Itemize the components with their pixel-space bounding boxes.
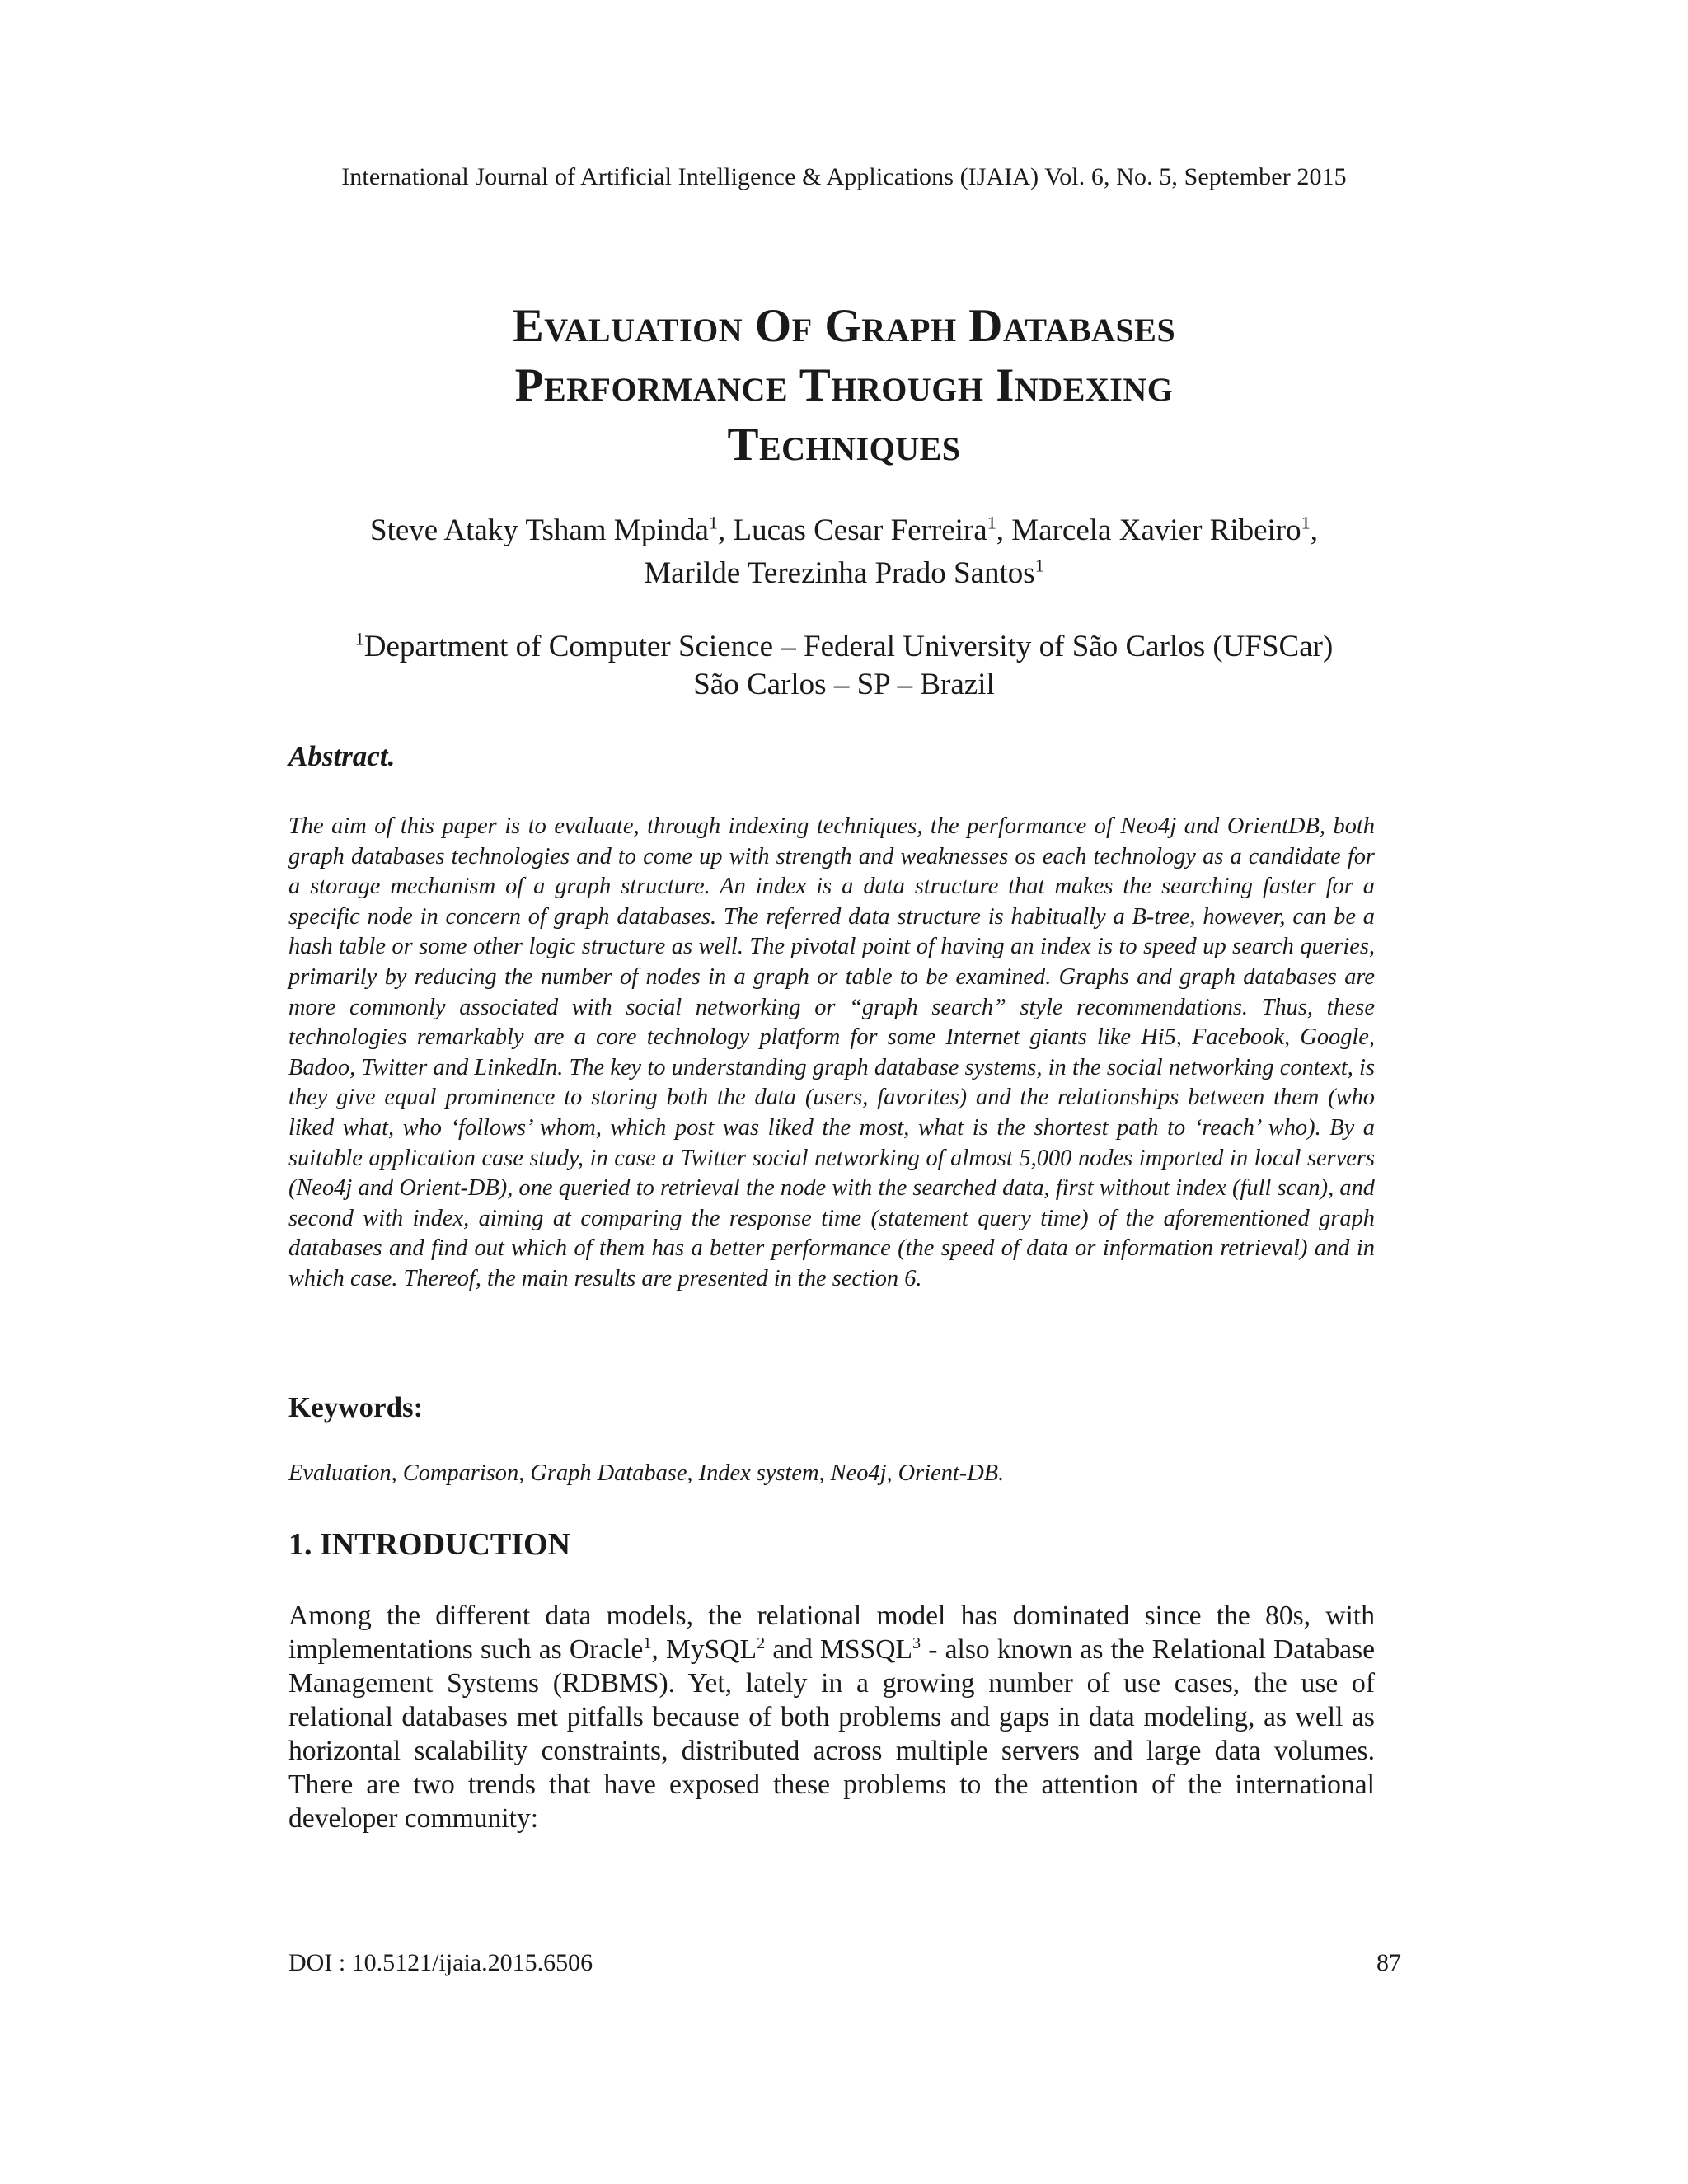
footnote-mark: 1: [643, 1633, 652, 1652]
keywords-text: Evaluation, Comparison, Graph Database, Index system, Neo4j, Orient-DB.: [288, 1460, 1005, 1486]
affiliation-mark: 1: [1301, 512, 1311, 533]
author-name: Steve Ataky Tsham Mpinda: [370, 513, 709, 547]
affiliation: [247, 628, 1441, 704]
affiliation-line-1: $^1$Department of Computer Science – Federal University of São Carlos (UFSCar): [354, 628, 1334, 663]
affiliation-mark: 1: [987, 512, 996, 533]
introduction-paragraph: Among the different data models, the relational model has dominated since the 80s, with implementations such as Oracle$^1$, MySQL$^2$ and MSSQL$^3$ - also known as the Relational Database Management Systems (RDBMS). Yet, lately in a growing number of use cases, the use of relational databases met pitfalls because of both problems and gaps in data modeling, as well as horizontal scalability constraints, distributed across multiple servers and large data volumes. There are two trends that have exposed these problems to the attention of the international developer community:: [288, 1601, 1375, 1834]
title-line: Performance Through Indexing: [514, 359, 1174, 411]
abstract-heading: Abstract.: [288, 740, 396, 772]
running-header: International Journal of Artificial Intelligence & Applications (IJAIA) Vol. 6, No. 5, September 2015: [341, 163, 1347, 190]
keywords-heading: Keywords:: [288, 1391, 424, 1423]
footnote-mark: 3: [912, 1633, 921, 1652]
title-line: Evaluation Of Graph Databases: [512, 300, 1176, 352]
affiliation-mark: 1: [354, 628, 364, 649]
author-name: Lucas Cesar Ferreira: [733, 513, 987, 547]
footnote-mark: 2: [757, 1633, 766, 1652]
abstract-text: The aim of this paper is to evaluate, through indexing techniques, the performance of Neo4j and OrientDB, both graph databases technologies and to come up with strength and weaknesses os each technology as a candidate for a storage mechanism of a graph structure. An index is a data structure that makes the searching faster for a specific node in concern of graph databases. The referred data structure is habitually a B-tree, however, can be a hash table or some other logic structure as well. The pivotal point of having an index is to speed up search queries, primarily by reducing the number of nodes in a graph or table to be examined. Graphs and graph databases are more commonly associated with social networking or “graph search” style recommendations. Thus, these technologies remarkably are a core technology platform for some Internet giants like Hi5, Facebook, Google, Badoo, Twitter and LinkedIn. The key to understanding graph database systems, in the social networking context, is they give equal prominence to storing both the data (users, favorites) and the relationships between them (who liked what, who ‘follows’ whom, which post was liked the most, what is the shortest path to ‘reach’ who). By a suitable application case study, in case a Twitter social networking of almost 5,000 nodes imported in local servers (Neo4j and Orient-DB), one queried to retrieval the node with the searched data, first without index (full scan), and second with index, aiming at comparing the response time (statement query time) of the aforementioned graph databases and find out which of them has a better performance (the speed of data or information retrieval) and in which case. Thereof, the main results are presented in the section 6.: [288, 813, 1375, 1291]
footer-doi: DOI : 10.5121/ijaia.2015.6506: [288, 1949, 593, 1976]
author-list: [247, 509, 1441, 595]
affiliation-mark: 1: [1034, 555, 1044, 576]
author-line-2: [247, 552, 1441, 595]
author-line-1: Steve Ataky Tsham Mpinda$^1$, Lucas Cesar Ferreira$^1$, Marcela Xavier Ribeiro$^1$,: [370, 512, 1318, 547]
page-number: 87: [1376, 1949, 1401, 1976]
author-name: Marcela Xavier Ribeiro: [1011, 513, 1301, 547]
title-line: Techniques: [727, 419, 961, 471]
affiliation-line-2: São Carlos – SP – Brazil: [693, 668, 995, 701]
affiliation-mark: 1: [708, 512, 718, 533]
author-name: Marilde Terezinha Prado Santos: [644, 556, 1035, 590]
section-heading-introduction: 1. INTRODUCTION: [288, 1527, 571, 1562]
paper-title: [247, 297, 1441, 475]
